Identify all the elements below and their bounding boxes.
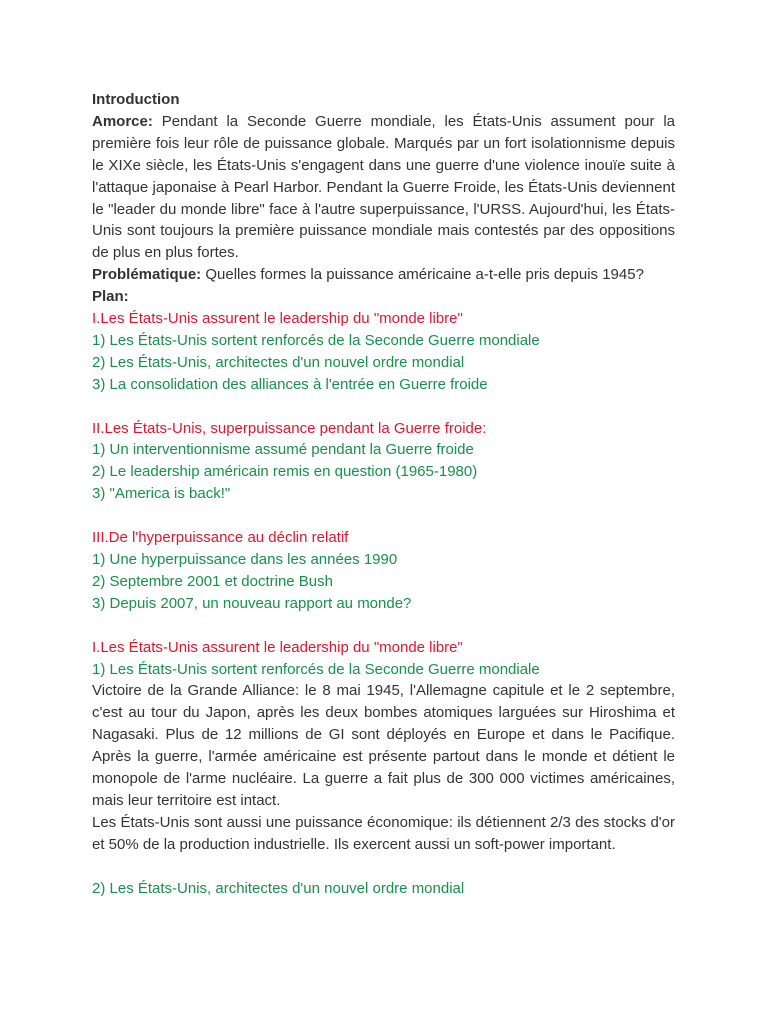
- body-sub-2-heading: 2) Les États-Unis, architectes d'un nouvel ordre mondial: [92, 879, 465, 897]
- problematique-paragraph: [92, 264, 675, 286]
- problematique-text: Quelles formes la puissance américaine a-t-elle pris depuis 1945?: [201, 266, 644, 284]
- body-paragraph-2: Les États-Unis sont aussi une puissance économique: ils détiennent 2/3 des stocks d'or et 50% de la production industrielle. Ils exercent aussi un soft-power important.: [92, 813, 675, 853]
- document-page: [92, 89, 675, 899]
- plan-part-2-item: 2) Le leadership américain remis en question (1965-1980): [92, 463, 478, 481]
- body-part-1-heading: I.Les États-Unis assurent le leadership du "monde libre": [92, 638, 463, 656]
- spacer: [92, 615, 675, 637]
- body-paragraph-1: Victoire de la Grande Alliance: le 8 mai 1945, l'Allemagne capitule et le 2 septembre, c'est au tour du Japon, après les deux bombes atomiques larguées sur Hiroshima et Nagasaki. Plus de 12 millions de GI sont déployés en Europe et dans le Pacifique. Après la guerre, l'armée américaine est présente partout dans le monde et détient le monopole de l'arme nucléaire. La guerre a fait plus de 300 000 victimes américaines, mais leur territoire est intact.: [92, 682, 675, 809]
- plan-part-1-heading: I.Les États-Unis assurent le leadership du "monde libre": [92, 310, 463, 328]
- amorce-paragraph: [92, 111, 675, 264]
- plan-part-3-heading: III.De l'hyperpuissance au déclin relatif: [92, 529, 349, 547]
- plan-part-2-item: 3) "America is back!": [92, 485, 231, 503]
- plan-part-1-item: 1) Les États-Unis sortent renforcés de la Seconde Guerre mondiale: [92, 331, 540, 349]
- intro-title: Introduction: [92, 91, 180, 108]
- spacer: [92, 856, 675, 878]
- plan-part-3-item: 2) Septembre 2001 et doctrine Bush: [92, 572, 333, 590]
- plan-part-3-item: 1) Une hyperpuissance dans les années 1990: [92, 551, 398, 568]
- amorce-label: Amorce:: [92, 112, 153, 130]
- spacer: [92, 396, 675, 418]
- plan-part-2-item: 1) Un interventionnisme assumé pendant la Guerre froide: [92, 441, 474, 459]
- plan-label: Plan:: [92, 288, 129, 306]
- plan-part-2-heading: II.Les États-Unis, superpuissance pendant la Guerre froide:: [92, 419, 487, 437]
- body-sub-1-heading: 1) Les États-Unis sortent renforcés de la Seconde Guerre mondiale: [92, 660, 540, 678]
- plan-part-1-item: 2) Les États-Unis, architectes d'un nouvel ordre mondial: [92, 353, 465, 371]
- plan-part-3-item: 3) Depuis 2007, un nouveau rapport au monde?: [92, 594, 412, 612]
- plan-part-1-item: 3) La consolidation des alliances à l'entrée en Guerre froide: [92, 375, 488, 393]
- amorce-text: Pendant la Seconde Guerre mondiale, les États-Unis assument pour la première fois leur rôle de puissance globale. Marqués par un fort isolationnisme depuis le XIXe siècle, les États-Unis s'engagent dans une guerre d'une violence inouïe suite à l'attaque japonaise à Pearl Harbor. Pendant la Guerre Froide, les États-Unis deviennent le "leader du monde libre" face à l'autre superpuissance, l'URSS. Aujourd'hui, les États-Unis sont toujours la première puissance mondiale mais contestés par des oppositions de plus en plus fortes.: [92, 112, 675, 262]
- spacer: [92, 505, 675, 527]
- problematique-label: Problématique:: [92, 266, 202, 284]
